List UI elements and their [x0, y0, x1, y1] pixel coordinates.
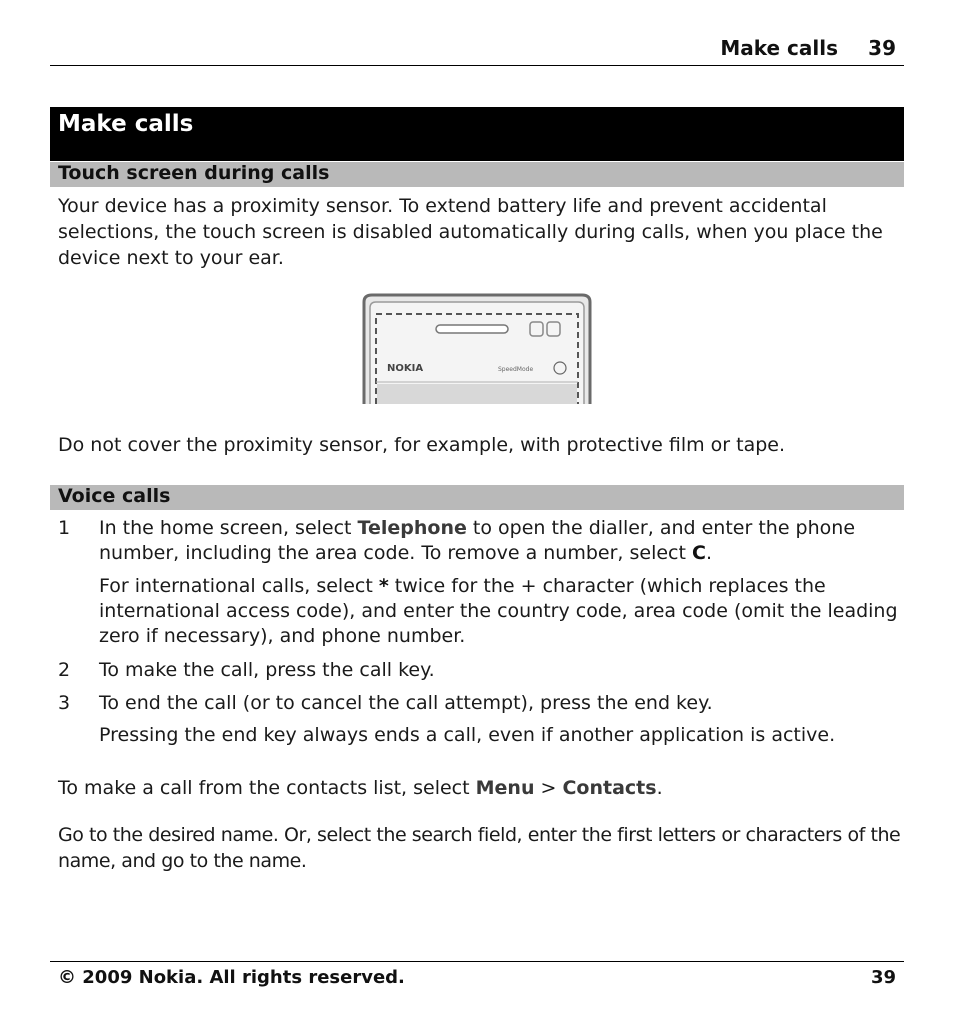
ui-term-telephone: Telephone [357, 517, 467, 539]
step-note-text: Pressing the end key always ends a call, even if another application is active. [99, 724, 836, 746]
key-c: C [691, 542, 706, 564]
chapter-title-bar [50, 107, 904, 161]
step-3 [58, 691, 904, 717]
footer-copyright: © 2009 Nokia. All rights reserved. [58, 967, 405, 988]
touch-screen-paragraph: Your device has a proximity sensor. To extend battery life and prevent accidental selections, the touch screen is disabled automatically during calls, when you place the device next to your ear. [58, 195, 883, 269]
section-title-voice-calls: Voice calls [58, 485, 171, 507]
footer-page-number: 39 [870, 967, 896, 988]
illustration-badge-label: SpeedMode [498, 366, 534, 373]
section-heading-touch-screen [50, 162, 904, 187]
step-text: In the home screen, select Telephone to open the dialler, and enter the phone number, including the area code. To remove a number, select C. [99, 517, 856, 564]
step-text: To end the call (or to cancel the call attempt), press the end key. [99, 692, 713, 714]
step-note-text: For international calls, select * twice for the + character (which replaces the international access code), and enter the country code, area code (omit the leading zero if necessary), and phone number. [99, 575, 898, 647]
step-text: To make the call, press the call key. [99, 659, 435, 681]
section-title-touch-screen: Touch screen during calls [58, 162, 330, 184]
running-header-title: Make calls [720, 36, 838, 60]
search-paragraph: Go to the desired name. Or, select the search field, enter the first letters or characters of the name, and go to the name. [58, 824, 901, 872]
running-header-page-number: 39 [868, 36, 896, 60]
ui-term-menu: Menu [475, 777, 535, 799]
page-footer [50, 961, 904, 992]
proximity-sensor-note: Do not cover the proximity sensor, for example, with protective film or tape. [58, 434, 786, 456]
contacts-paragraph: To make a call from the contacts list, select Menu > Contacts. [58, 777, 663, 799]
step-3-note [58, 723, 904, 749]
step-number: 3 [58, 692, 71, 714]
step-2 [58, 658, 904, 684]
ui-term-contacts: Contacts [562, 777, 657, 799]
key-star: * [378, 575, 389, 597]
chapter-title: Make calls [58, 111, 194, 137]
step-number: 2 [58, 659, 71, 681]
step-number: 1 [58, 517, 71, 539]
running-header [50, 36, 904, 66]
phone-proximity-sensor-illustration [360, 292, 594, 408]
illustration-brand-label: NOKIA [387, 363, 424, 374]
step-1-note [58, 574, 904, 650]
step-1 [58, 516, 904, 570]
section-heading-voice-calls [50, 485, 904, 510]
